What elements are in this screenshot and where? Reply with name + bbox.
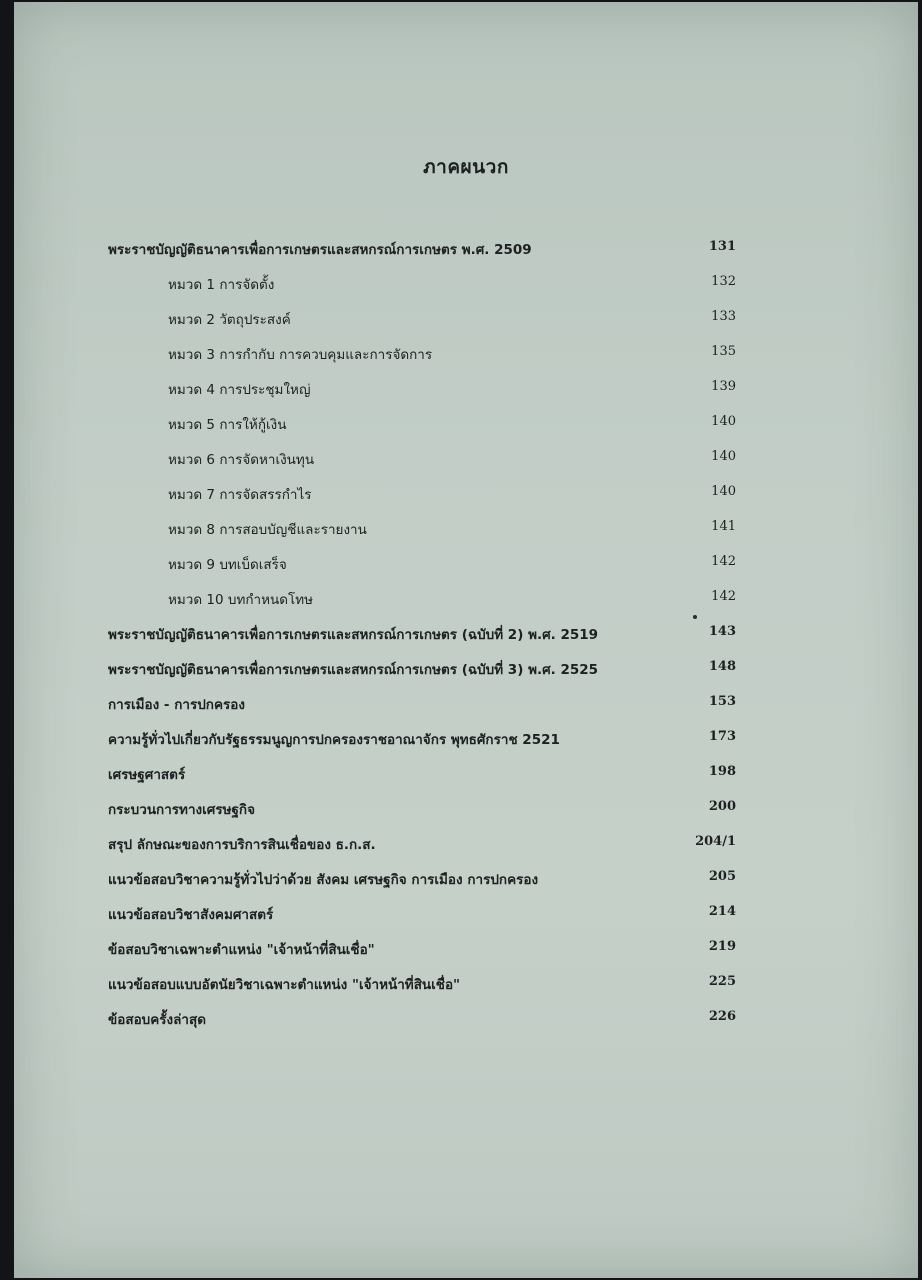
toc-entry	[14, 448, 918, 478]
toc-entry	[14, 238, 918, 268]
toc-entry-title: ข้อสอบวิชาเฉพาะตำแหน่ง "เจ้าหน้าที่สินเชื่อ"	[108, 942, 375, 958]
toc-page-number: 204/1	[695, 834, 736, 849]
toc-entry-title: ความรู้ทั่วไปเกี่ยวกับรัฐธรรมนูญการปกครองราชอาณาจักร พุทธศักราช 2521	[108, 732, 560, 748]
toc-chapter-title: หมวด 8 การสอบบัญชีและรายงาน	[168, 522, 367, 538]
toc-page-number: 142	[711, 589, 736, 604]
toc-entry	[14, 728, 918, 758]
toc-page-number: 140	[711, 449, 736, 464]
toc-entry-title: การเมือง - การปกครอง	[108, 697, 245, 713]
toc-entry	[14, 413, 918, 443]
toc-page-number: 225	[708, 974, 736, 989]
toc-entry	[14, 518, 918, 548]
toc-entry	[14, 273, 918, 303]
toc-page-number: 205	[708, 869, 736, 884]
toc-entry	[14, 798, 918, 828]
toc-page-number: 214	[708, 904, 736, 919]
toc-page-number: 133	[711, 309, 736, 324]
toc-page-number: 140	[711, 414, 736, 429]
toc-entry	[14, 658, 918, 688]
document-page	[14, 2, 918, 1278]
toc-chapter-title: หมวด 1 การจัดตั้ง	[168, 277, 275, 293]
toc-entry	[14, 833, 918, 863]
toc-entry	[14, 868, 918, 898]
toc-page-number: 148	[708, 659, 736, 674]
toc-entry	[14, 973, 918, 1003]
toc-chapter-title: หมวด 4 การประชุมใหญ่	[168, 382, 311, 398]
toc-page-number: 140	[711, 484, 736, 499]
toc-chapter-title: หมวด 9 บทเบ็ดเสร็จ	[168, 557, 287, 573]
toc-page-number: 173	[708, 729, 736, 744]
toc-entry-title: พระราชบัญญัติธนาคารเพื่อการเกษตรและสหกรณ์การเกษตร พ.ศ. 2509	[108, 242, 532, 258]
toc-entry-title: พระราชบัญญัติธนาคารเพื่อการเกษตรและสหกรณ์การเกษตร (ฉบับที่ 3) พ.ศ. 2525	[108, 662, 599, 678]
toc-entry	[14, 378, 918, 408]
toc-chapter-title: หมวด 2 วัตถุประสงค์	[168, 312, 291, 328]
toc-entry-title: แนวข้อสอบแบบอัตนัยวิชาเฉพาะตำแหน่ง "เจ้าหน้าที่สินเชื่อ"	[108, 977, 461, 993]
toc-page-number: 143	[708, 624, 736, 639]
toc-entry-title: สรุป ลักษณะของการบริการสินเชื่อของ ธ.ก.ส.	[108, 837, 376, 853]
toc-chapter-title: หมวด 7 การจัดสรรกำไร	[168, 487, 312, 503]
toc-page-number: 142	[711, 554, 736, 569]
toc-page-number: 153	[708, 694, 736, 709]
toc-page-number: 131	[708, 239, 736, 254]
toc-page-number: 200	[708, 799, 736, 814]
table-of-contents	[14, 2, 918, 1278]
toc-page-number: 141	[711, 519, 736, 534]
toc-entry	[14, 588, 918, 618]
toc-entry-title: แนวข้อสอบวิชาความรู้ทั่วไปว่าด้วย สังคม เศรษฐกิจ การเมือง การปกครอง	[108, 872, 539, 888]
toc-chapter-title: หมวด 10 บทกำหนดโทษ	[168, 592, 314, 608]
toc-entry	[14, 1008, 918, 1038]
toc-page-number: 135	[711, 344, 736, 359]
page-title: ภาคผนวก	[423, 156, 509, 178]
paper-speck	[693, 615, 697, 619]
toc-page-number: 132	[711, 274, 736, 289]
toc-page-number: 219	[708, 939, 736, 954]
toc-entry	[14, 693, 918, 723]
toc-page-number: 198	[708, 764, 736, 779]
toc-chapter-title: หมวด 3 การกำกับ การควบคุมและการจัดการ	[168, 347, 433, 363]
toc-entry-title: แนวข้อสอบวิชาสังคมศาสตร์	[108, 907, 274, 923]
toc-entry-title: เศรษฐศาสตร์	[108, 767, 186, 783]
toc-entry	[14, 553, 918, 583]
toc-entry-title: ข้อสอบครั้งล่าสุด	[108, 1012, 206, 1028]
toc-page-number: 139	[711, 379, 736, 394]
toc-chapter-title: หมวด 5 การให้กู้เงิน	[168, 417, 287, 433]
toc-entry-title: พระราชบัญญัติธนาคารเพื่อการเกษตรและสหกรณ์การเกษตร (ฉบับที่ 2) พ.ศ. 2519	[108, 627, 599, 643]
toc-chapter-title: หมวด 6 การจัดหาเงินทุน	[168, 452, 315, 468]
toc-entry	[14, 343, 918, 373]
toc-entry	[14, 483, 918, 513]
toc-entry	[14, 763, 918, 793]
toc-entry	[14, 903, 918, 933]
toc-entry	[14, 308, 918, 338]
toc-page-number: 226	[708, 1009, 736, 1024]
toc-entry	[14, 938, 918, 968]
toc-entry	[14, 623, 918, 653]
toc-entry-title: กระบวนการทางเศรษฐกิจ	[108, 802, 255, 818]
